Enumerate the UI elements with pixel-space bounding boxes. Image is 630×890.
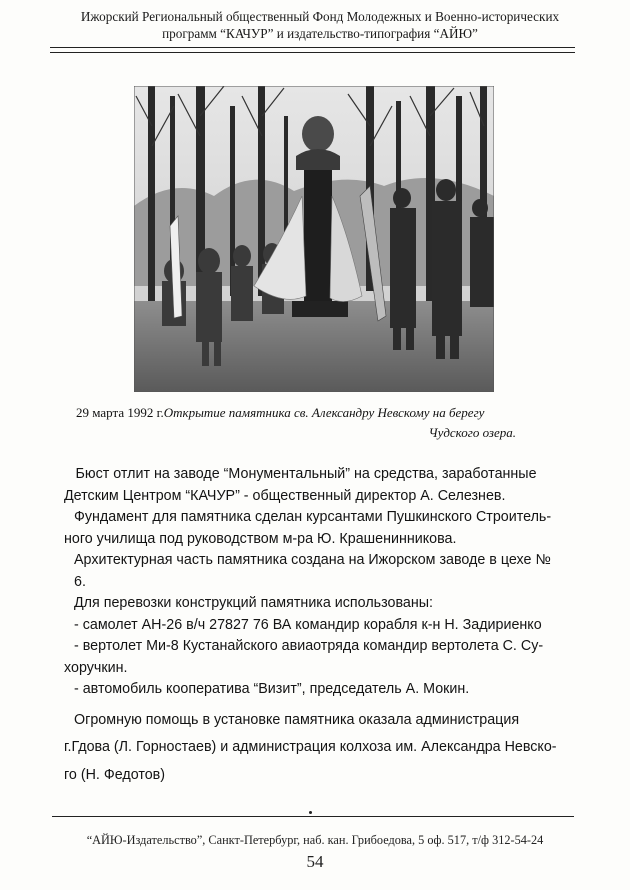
header-line-1: Ижорский Региональный общественный Фонд Молодежных и Военно-исторических xyxy=(80,9,560,24)
photo-illustration xyxy=(134,86,494,392)
photo-caption xyxy=(76,403,546,443)
body-line: - самолет АН-26 в/ч 27827 76 ВА командир корабля к-н Н. Задириенко xyxy=(74,616,542,633)
monument-photo xyxy=(134,86,494,392)
body-line: - вертолет Ми-8 Кустанайского авиаотряда командир вертолета С. Су- xyxy=(74,638,544,654)
body-line: хоручкин. xyxy=(64,659,128,676)
body-line: Огромную помощь в установке памятника оказала администрация xyxy=(74,711,520,728)
header-rule-bottom xyxy=(50,52,575,53)
body-text xyxy=(64,464,564,786)
caption-desc-line-1: Открытие памятника св. Александру Невскому на берегу xyxy=(163,405,485,420)
body-line: го (Н. Федотов) xyxy=(64,766,166,783)
caption-date: 29 марта 1992 г. xyxy=(76,405,164,420)
body-line: Для перевозки конструкций памятника использованы: xyxy=(74,595,433,611)
body-line: ного училища под руководством м-ра Ю. Крашенинникова. xyxy=(64,530,457,547)
header-rule-top xyxy=(50,47,575,48)
footer-dot xyxy=(309,811,312,814)
page-number: 54 xyxy=(306,852,324,871)
body-line: - автомобиль кооператива “Визит”, председатель А. Мокин. xyxy=(74,681,470,697)
header-line-2: программ “КАЧУР” и издательство-типография “АЙЮ” xyxy=(162,26,478,41)
body-line: Архитектурная часть памятника создана на Ижорском заводе в цехе № 6. xyxy=(74,552,551,590)
footer-publisher: “АЙЮ-Издательство”, Санкт-Петербург, наб. кан. Грибоедова, 5 оф. 517, т/ф 312-54-24 xyxy=(86,833,544,847)
caption-desc-line-2: Чудского озера. xyxy=(428,425,516,440)
body-line: Детским Центром “КАЧУР” - общественный директор А. Селезнев. xyxy=(64,487,506,504)
body-line: Бюст отлит на заводе “Монументальный” на средства, заработанные xyxy=(75,466,537,482)
body-line: Фундамент для памятника сделан курсантами Пушкинского Строитель- xyxy=(74,509,552,525)
footer-rule xyxy=(52,816,574,817)
body-line: г.Гдова (Л. Горностаев) и администрация колхоза им. Александра Невско- xyxy=(64,739,557,755)
page-header xyxy=(60,8,580,42)
